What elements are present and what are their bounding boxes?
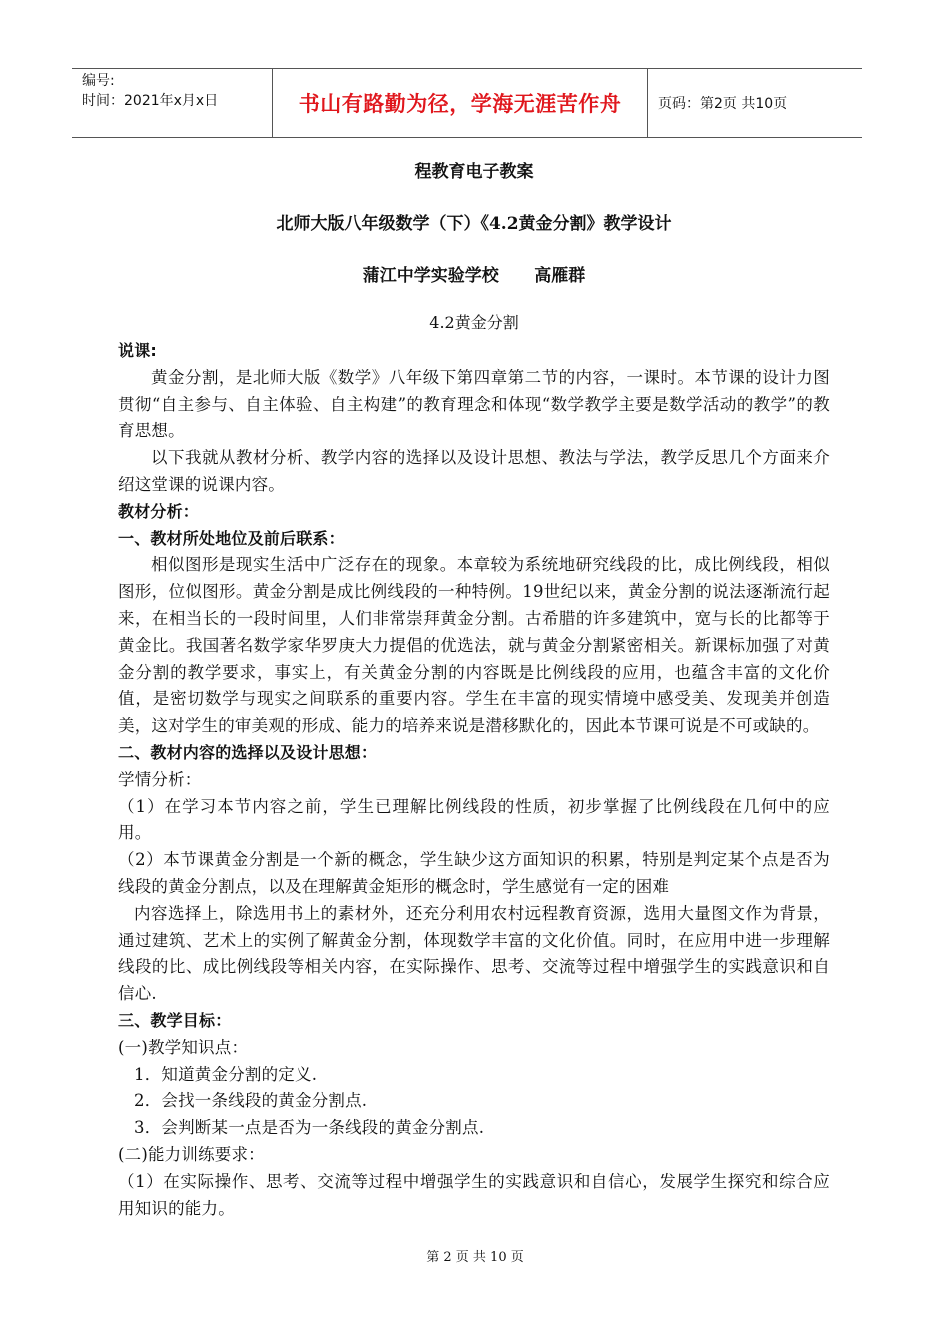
- doc-title-2: 北师大版八年级数学（下）《4.2黄金分割》教学设计: [276, 214, 672, 234]
- doc-title-3: 蒲江中学实验学校 高雁群: [362, 266, 586, 286]
- heading-shuoke: 说课:: [118, 341, 157, 360]
- doc-title-1: 程教育电子教案: [414, 162, 534, 182]
- motto: 书山有路勤为径，学海无涯苦作舟: [273, 69, 648, 137]
- list-item: 3．会判断某一点是否为一条线段的黄金分割点.: [134, 1118, 485, 1138]
- list-item: 2．会找一条线段的黄金分割点.: [134, 1091, 368, 1111]
- paragraph: （2）本节课黄金分割是一个新的概念，学生缺少这方面知识的积累，特别是判定某个点是否为线段的黄金分割点，以及在理解黄金矩形的概念时，学生感觉有一定的困难: [118, 850, 830, 896]
- document-body: [118, 150, 830, 1222]
- paragraph: 内容选择上，除选用书上的素材外，还充分利用农村远程教育资源，选用大量图文作为背景，通过建筑、艺术上的实例了解黄金分割，体现数学丰富的文化价值。同时，在应用中进一步理解线段的比、成比例线段等相关内容，在实际操作、思考、交流等过程中增强学生的实践意识和自信心.: [118, 903, 830, 1004]
- subheading: (一)教学知识点：: [118, 1037, 249, 1057]
- paragraph: 以下我就从教材分析、教学内容的选择以及设计思想、教法与学法，教学反思几个方面来介绍这堂课的说课内容。: [118, 448, 830, 494]
- subheading: (二)能力训练要求：: [118, 1144, 265, 1164]
- paragraph: （1）在实际操作、思考、交流等过程中增强学生的实践意识和自信心，发展学生探究和综合应用知识的能力。: [118, 1171, 830, 1218]
- list-item: 1．知道黄金分割的定义.: [134, 1064, 318, 1084]
- number-label: 编号:: [82, 73, 115, 89]
- page-footer: 第 2 页 共 10 页: [426, 1250, 524, 1265]
- page-header: [72, 68, 862, 138]
- heading-section-1: 一、教材所处地位及前后联系：: [118, 528, 345, 548]
- paragraph: 相似图形是现实生活中广泛存在的现象。本章较为系统地研究线段的比，成比例线段，相似图形，位似图形。黄金分割是成比例线段的一种特例。19世纪以来，黄金分割的说法逐渐流行起来，在相当长的一段时间里，人们非常崇拜黄金分割。古希腊的许多建筑中，宽与长的比都等于黄金比。我国著名数学家华罗庚大力提倡的优选法，就与黄金分割紧密相关。新课标加强了对黄金分割的教学要求，事实上，有关黄金分割的内容既是比例线段的应用，也蕴含丰富的文化价值，是密切数学与现实之间联系的重要内容。学生在丰富的现实情境中感受美、发现美并创造美，这对学生的审美观的形成、能力的培养来说是潜移默化的，因此本节课可说是不可或缺的。: [118, 555, 830, 736]
- time-label: 时间：2021年x月x日: [82, 93, 219, 109]
- header-info-cell: [72, 69, 273, 137]
- subheading: 学情分析：: [118, 769, 202, 789]
- heading-material-analysis: 教材分析：: [118, 501, 200, 521]
- heading-section-3: 三、教学目标：: [118, 1010, 232, 1030]
- paragraph: （1）在学习本节内容之前，学生已理解比例线段的性质，初步掌握了比例线段在几何中的应用。: [118, 796, 830, 843]
- paragraph: 黄金分割，是北师大版《数学》八年级下第四章第二节的内容，一课时。本节课的设计力图贯彻“自主参与、自主体验、自主构建”的教育理念和体现“数学教学主要是数学活动的教学”的教育思想。: [118, 367, 830, 441]
- heading-section-2: 二、教材内容的选择以及设计思想：: [118, 742, 378, 762]
- section-title: 4.2黄金分割: [429, 313, 519, 332]
- page-label: 页码：第2页 共10页: [658, 96, 788, 112]
